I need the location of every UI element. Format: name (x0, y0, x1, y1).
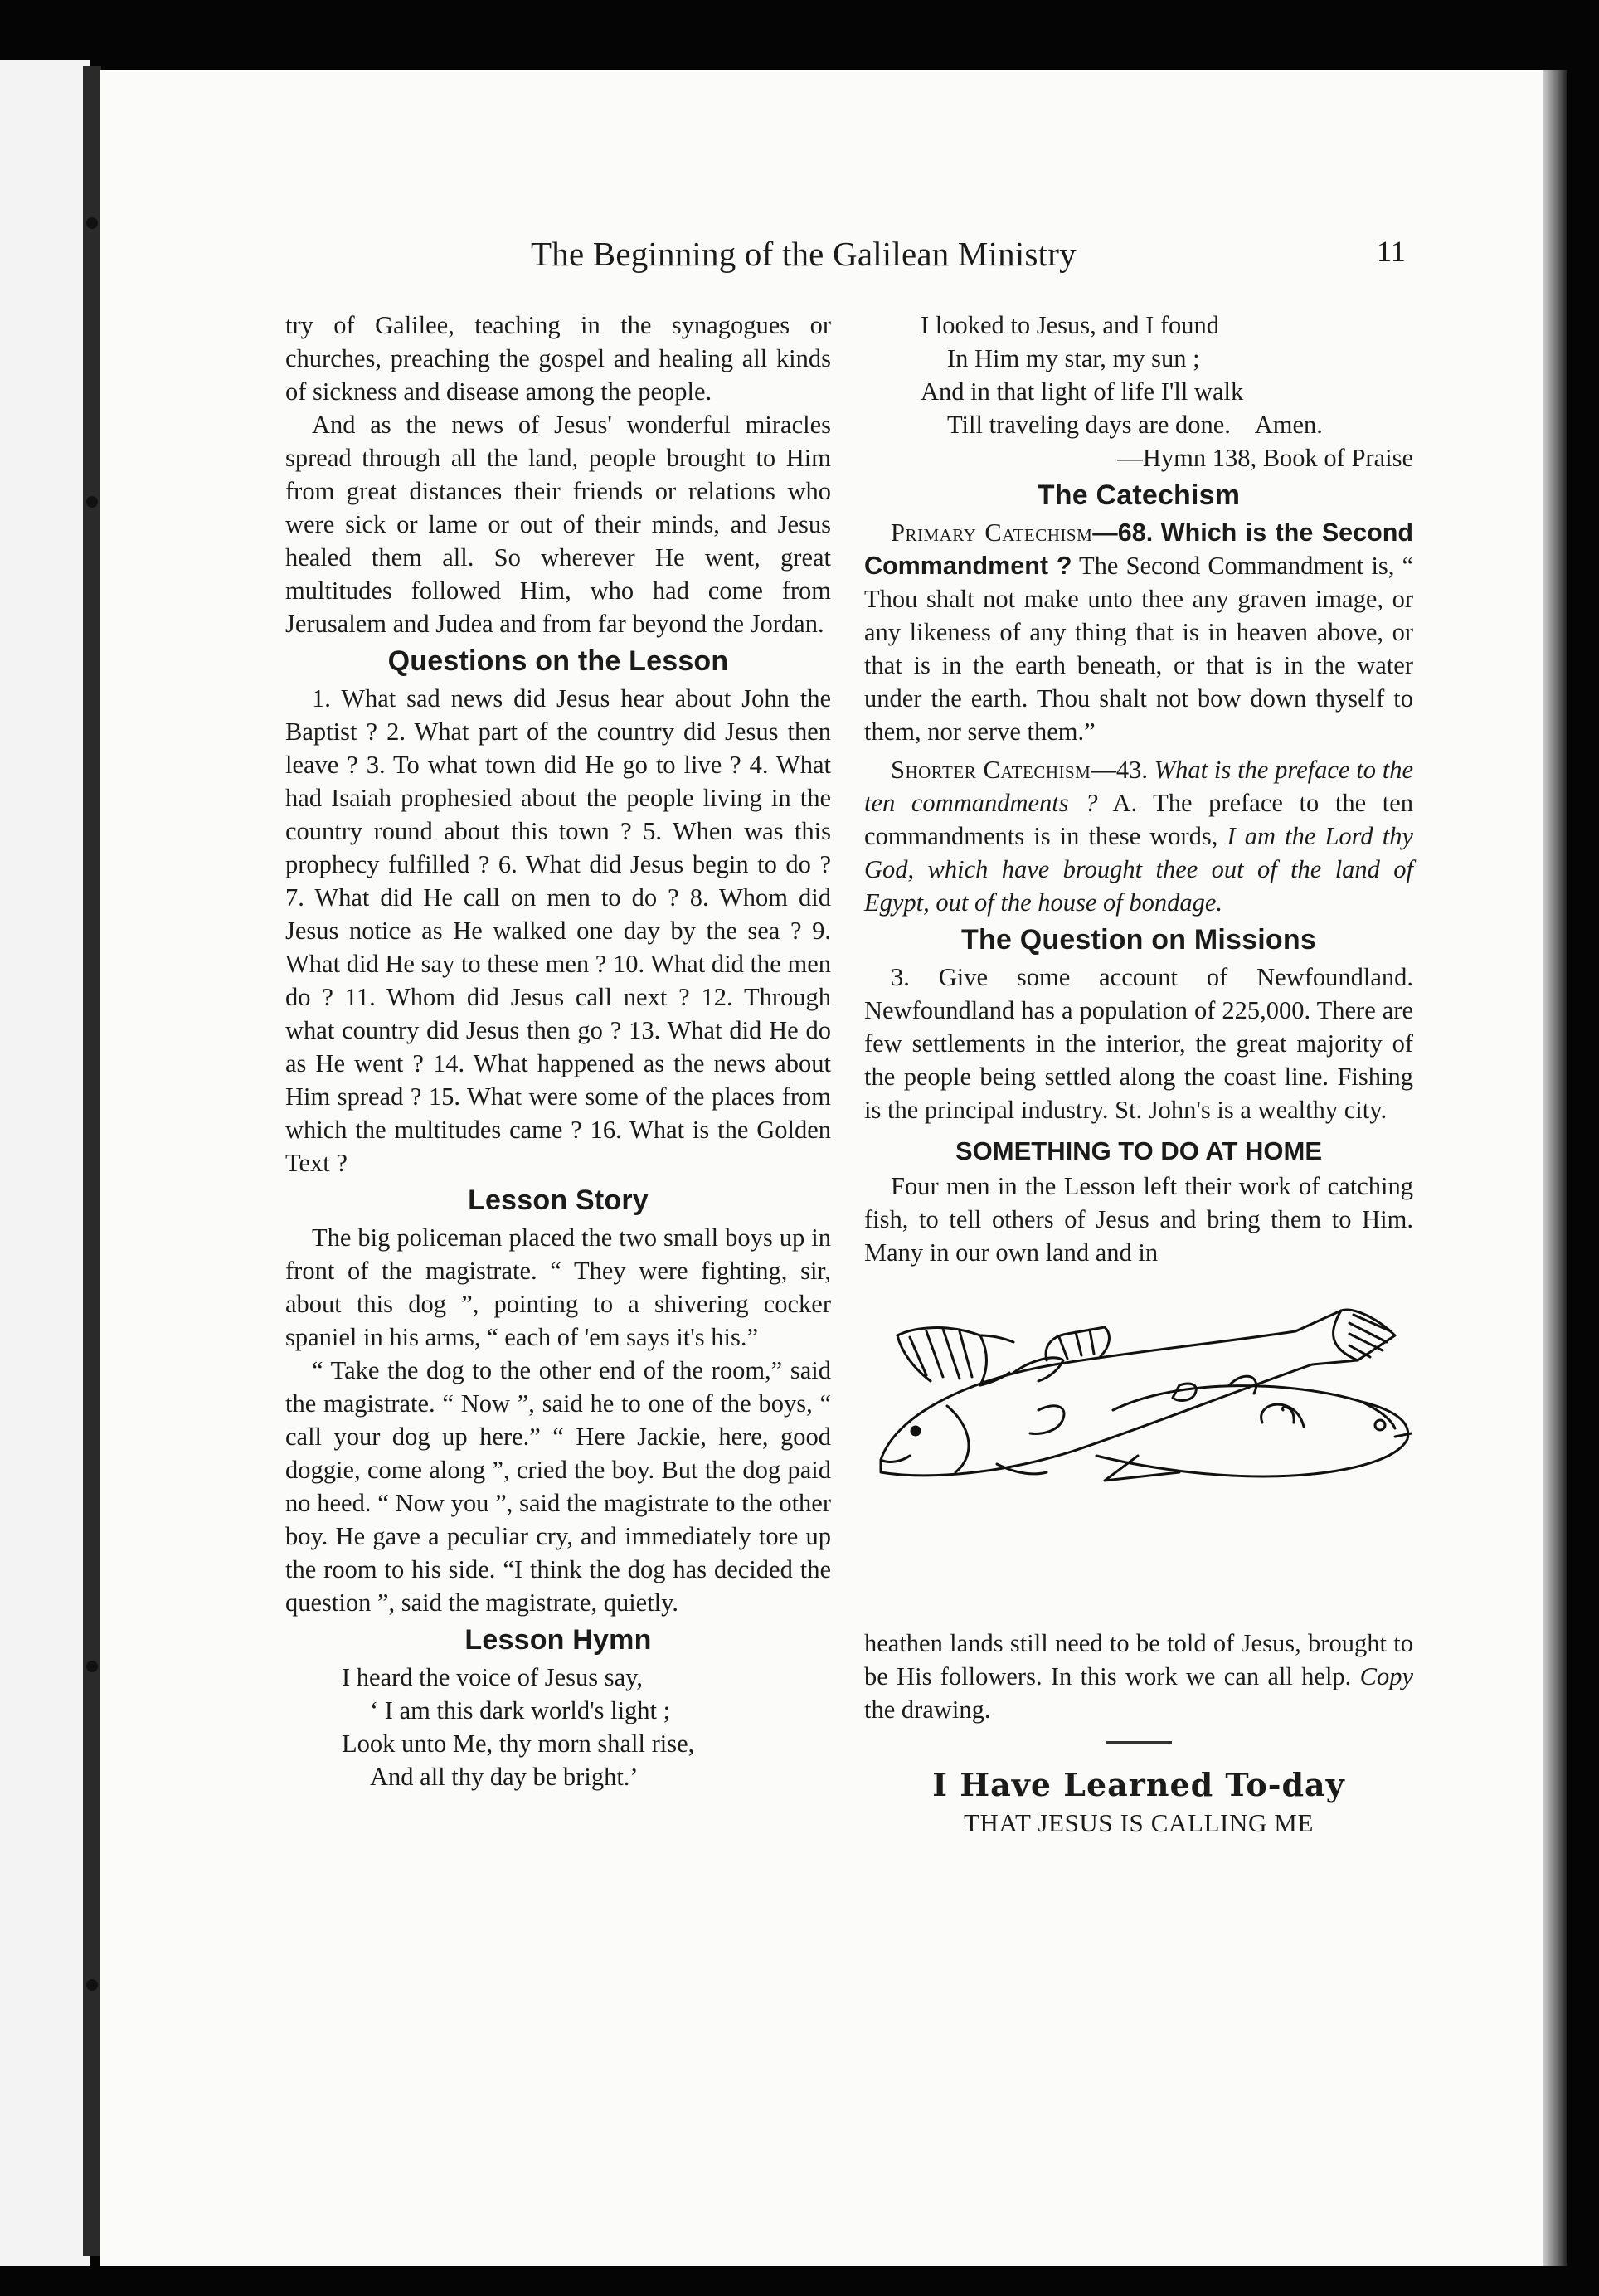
learned-title: I Have Learned To-day (932, 1766, 1345, 1803)
primary-number: —68. (1092, 518, 1154, 547)
home-heading: SOMETHING TO DO AT HOME (955, 1136, 1323, 1165)
learned-text: THAT JESUS IS CALLING ME (963, 1808, 1315, 1837)
primary-question: Which is the Second Commandment ? (864, 518, 1413, 580)
primary-label: Primary Catechism (891, 518, 1093, 547)
page-edge-shadow (1543, 70, 1567, 2266)
primary-answer: The Second Commandment is, “ Thou shalt not make unto thee any graven image, or any likeness of any thing that is in heaven above, or that is in the earth beneath, or that is in the water under the earth. Thou shalt not bow down thyself to them, nor serve them.” (864, 552, 1414, 746)
story-paragraph: The big policeman placed the two small boys up in front of the magistrate. “ They were fighting, sir, about this dog ”, pointing to a shivering cocker spaniel in his arms, “ each of 'em says it's his.” (285, 1223, 831, 1351)
catechism-heading: The Catechism (1037, 479, 1241, 511)
shorter-answer: A. The preface to the ten commandments is in these words, (864, 789, 1413, 850)
paragraph: try of Galilee, teaching in the synagogues or churches, preaching the gospel and healing all kinds of sickness and disease among the people. (285, 311, 831, 406)
home-paragraph-continued (864, 1627, 1413, 1726)
hymn-line: Look unto Me, thy morn shall rise, (342, 1729, 695, 1758)
book-spine (83, 66, 101, 2256)
hymn-line: I looked to Jesus, and I found (921, 311, 1220, 339)
page-number: 11 (1377, 235, 1407, 268)
hymn-heading: Lesson Hymn (464, 1624, 652, 1656)
home-text-continued: heathen lands still need to be told of Jesus, brought to be His followers. In this work we can all help. (864, 1629, 1413, 1690)
binding-stitch (86, 1661, 98, 1672)
questions-heading: Questions on the Lesson (387, 645, 729, 677)
primary-catechism (864, 516, 1413, 748)
fish-drawing (864, 1286, 1413, 1514)
questions-list: 1. What sad news did Jesus hear about John the Baptist ? 2. What part of the country did Jesus then leave ? 3. To what town did He go to live ? 4. What had Isaiah prophesied about the people living in the country round about this town ? 5. When was this prophecy fulfilled ? 6. What did Jesus begin to do ? 7. What did He call on men to do ? 8. Whom did Jesus notice as He walked one day by the sea ? 9. What did He say to these men ? 10. What did the men do ? 11. Whom did Jesus call next ? 12. Through what country did Jesus then go ? 13. What did He do as He went ? 14. What happened as the news about Him spread ? 15. What were some of the places from which the multitudes came ? 16. What is the Golden Text ? (285, 684, 831, 1177)
home-paragraph: Four men in the Lesson left their work of catching fish, to tell others of Jesus and bring them to Him. Many in our own land and in (864, 1172, 1413, 1267)
binding-stitch (86, 217, 98, 229)
paragraph: And as the news of Jesus' wonderful miracles spread through all the land, people brought to Him from great distances their friends or relations who were sick or lame or out of their minds, and Jesus healed them all. So wherever He went, great multitudes followed Him, who had come from Jerusalem and Judea and from far beyond the Jordan. (285, 411, 831, 638)
copy-word: Copy (1359, 1662, 1413, 1690)
hymn-line: And all thy day be bright.’ (370, 1763, 639, 1791)
binding-stitch (86, 1979, 98, 1991)
shorter-question: What is the preface to the ten commandments ? (864, 756, 1413, 817)
story-heading: Lesson Story (468, 1184, 649, 1216)
shorter-label: Shorter Catechism (891, 756, 1091, 784)
page-title: The Beginning of the Galilean Ministry (531, 235, 1077, 273)
hymn-line: ‘ I am this dark world's light ; (370, 1696, 671, 1724)
hymn-line: In Him my star, my sun ; (947, 344, 1200, 372)
story-paragraph: “ Take the dog to the other end of the room,” said the magistrate. “ Now ”, said he to one of the boys, “ call your dog up here.” “ Here Jackie, here, good doggie, come along ”, cried the boy. But the dog paid no heed. “ Now you ”, said the magistrate to the other boy. He gave a peculiar cry, and immediately tore up the room to his side. “I think the dog has decided the question ”, said the magistrate, quietly. (285, 1356, 831, 1617)
shorter-answer-quote: I am the Lord thy God, which have brought thee out of the land of Egypt, out of the house of bondage. (864, 822, 1414, 917)
hymn-attribution: —Hymn 138, Book of Praise (1117, 444, 1413, 472)
binding-stitch (86, 496, 98, 508)
running-header (531, 234, 1443, 274)
missions-heading: The Question on Missions (961, 924, 1316, 956)
shorter-catechism (864, 753, 1413, 919)
section-divider (1106, 1741, 1172, 1744)
copy-rest: the drawing. (864, 1695, 991, 1724)
right-column (864, 309, 1413, 1840)
left-column (285, 309, 831, 1793)
facing-page-edge (0, 60, 90, 2266)
hymn-line: I heard the voice of Jesus say, (342, 1663, 644, 1691)
shorter-number: —43. (1091, 756, 1148, 784)
hymn-line: Till traveling days are done. Amen. (947, 411, 1323, 439)
hymn-line: And in that light of life I'll walk (921, 377, 1244, 406)
missions-paragraph: 3. Give some account of Newfoundland. Newfoundland has a population of 225,000. There are few settlements in the interior, the great majority of the people being settled along the coast line. Fishing is the principal industry. St. John's is a wealthy city. (864, 963, 1413, 1124)
